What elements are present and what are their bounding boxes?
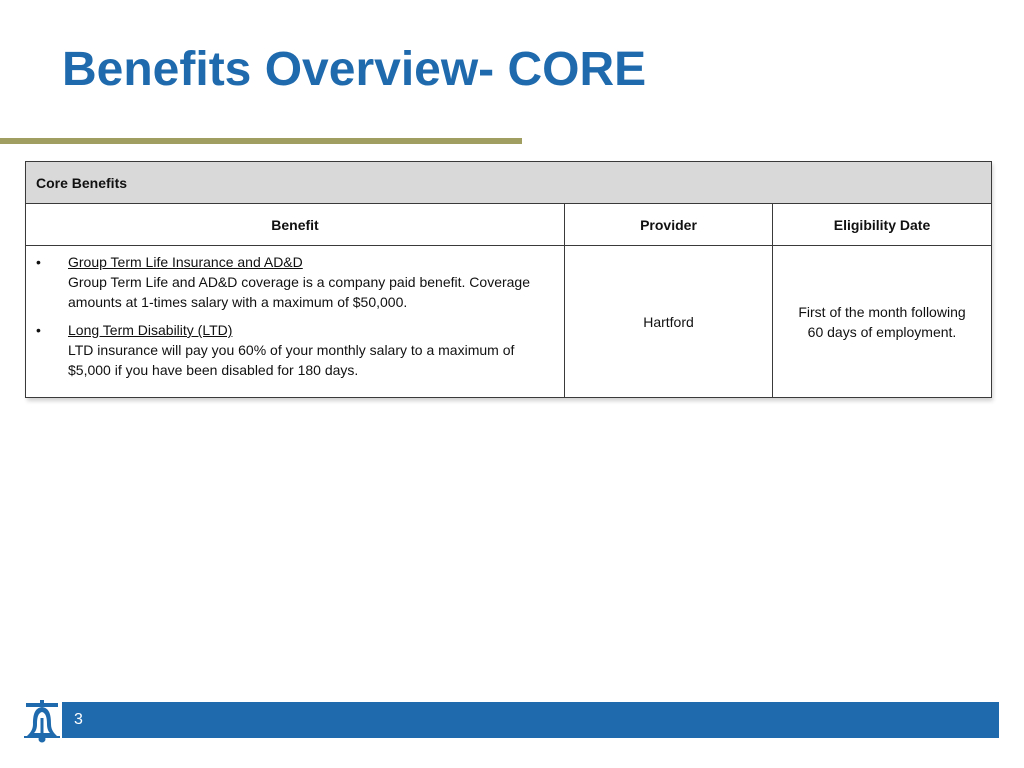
table-row <box>26 246 992 398</box>
title-underline-rule <box>0 138 522 144</box>
header-provider: Provider <box>565 204 773 246</box>
header-eligibility-date: Eligibility Date <box>773 204 992 246</box>
core-benefits-table <box>25 161 992 398</box>
page-number: 3 <box>74 711 83 728</box>
eligibility-line-1: First of the month following <box>798 303 966 320</box>
liberty-bell-logo-icon <box>24 700 60 744</box>
provider-cell: Hartford <box>565 246 773 398</box>
list-item <box>36 320 554 380</box>
benefit-list <box>36 252 554 380</box>
benefit-item-title: Long Term Disability (LTD) <box>68 322 233 338</box>
benefit-item-title: Group Term Life Insurance and AD&D <box>68 254 303 270</box>
bullet-icon: • <box>36 254 41 270</box>
eligibility-line-2: 60 days of employment. <box>807 323 957 340</box>
table-caption: Core Benefits <box>26 162 992 204</box>
header-benefit: Benefit <box>26 204 565 246</box>
slide-title: Benefits Overview- CORE <box>62 43 647 96</box>
eligibility-cell <box>773 246 992 398</box>
benefit-cell <box>26 246 565 398</box>
benefit-item-description: Group Term Life and AD&D coverage is a company paid benefit. Coverage amounts at 1-times salary with a maximum of $50,000. <box>68 274 530 310</box>
core-benefits-table-container <box>25 161 991 398</box>
table-caption-row <box>26 162 992 204</box>
bullet-icon: • <box>36 322 41 338</box>
benefit-item-description: LTD insurance will pay you 60% of your monthly salary to a maximum of $5,000 if you have been disabled for 180 days. <box>68 342 515 378</box>
footer-bar <box>62 702 999 738</box>
table-header-row <box>26 204 992 246</box>
list-item <box>36 252 554 312</box>
